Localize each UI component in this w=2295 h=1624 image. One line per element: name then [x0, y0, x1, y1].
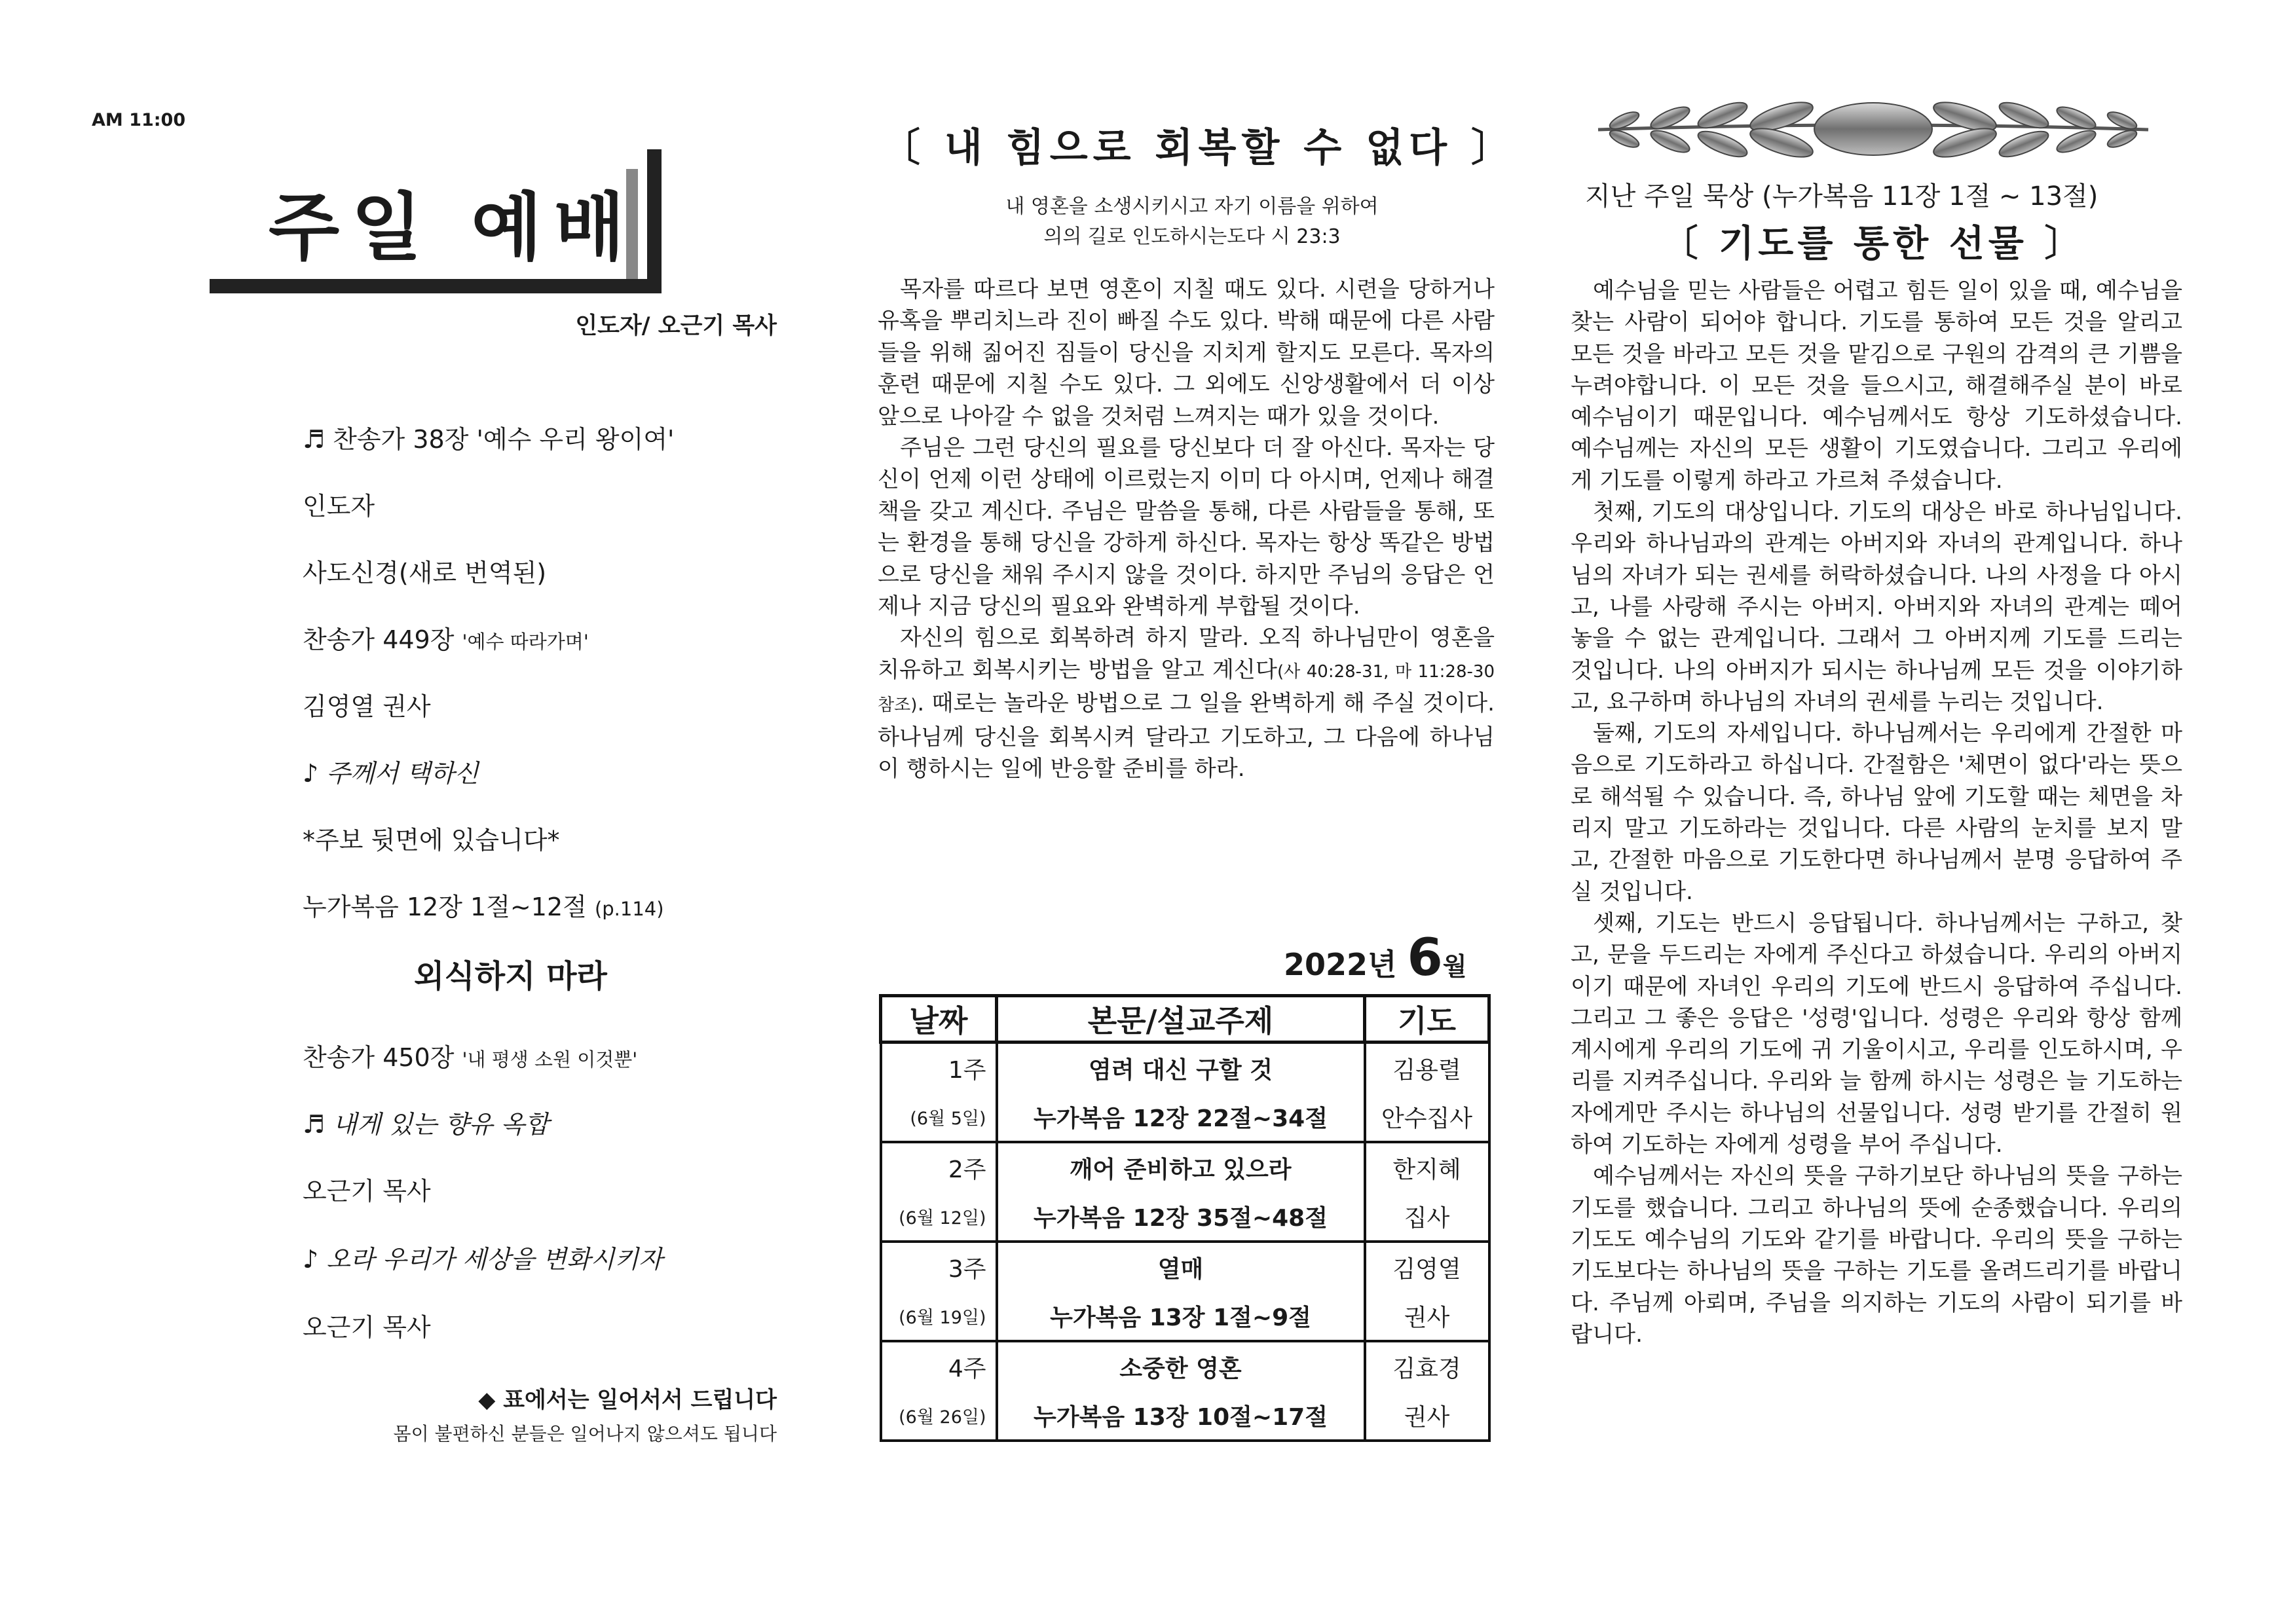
meditation-paragraph: 예수님께서는 자신의 뜻을 구하기보단 하나님의 뜻을 구하는 기도를 했습니다. 그리고 하나님의 뜻에 순종했습니다. 우리의 기도도 예수님의 기도와 같기를 바랍니다. 우리의 뜻을 구하는 기도보다는 하나님의 뜻을 구하는 기도를 올려드리기를 바랍니다. 주님께 아뢰며, 주님을 의지하는 기도의 사람이 되기를 바랍니다. — [1571, 1163, 2182, 1348]
order-value-wrap — [303, 1037, 637, 1073]
devotion-paragraph: 목자를 따르다 보면 영혼이 지칠 때도 있다. 시련을 당하거나 유혹을 뿌리치느라 진이 빠질 수도 있다. 박해 때문에 다른 사람들을 위해 짊어진 짐들이 당신을 지치게 할지도 모른다. 목자의 훈련 때문에 지칠 수도 있다. 그 외에도 신앙생활에서 더 이상 앞으로 나아갈 수 없을 것처럼 느껴지는 때가 있을 것이다. — [878, 276, 1495, 430]
order-value: ♬ 내게 있는 향유 옥합 — [303, 1110, 550, 1139]
order-item-news — [0, 820, 917, 859]
devotion-paragraph: 주님은 그런 당신의 필요를 당신보다 더 잘 아신다. 목자는 당신이 언제 이런 상태에 이르렀는지 이미 다 아시며, 언제나 해결책을 갖고 계신다. 주님은 말씀을 통해, 다른 사람들을 통해, 또는 환경을 통해 당신을 강하게 하신다. 목자는 항상 똑같은 방법으로 당신을 채워 주시지 않을 것이다. 하지만 주님의 응답은 언제나 지금 당신의 필요와 완벽하게 부합될 것이다. — [878, 435, 1495, 620]
table-row — [881, 1391, 1489, 1441]
schedule-month: 6 — [1407, 929, 1443, 987]
order-value: ♬ 찬송가 38장 '예수 우리 왕이여' — [303, 425, 675, 454]
theme-cell: 깨어 준비하고 있으라 — [997, 1142, 1365, 1192]
order-value: 오근기 목사 — [303, 1177, 431, 1206]
order-value: 오근기 목사 — [303, 1313, 431, 1342]
order-value: 찬송가 450장 — [303, 1043, 455, 1072]
meditation-title: 〔 기도를 통한 선물 〕 — [1661, 223, 2085, 265]
table-row — [881, 1291, 1489, 1341]
passage-cell: 누가복음 12장 22절~34절 — [997, 1092, 1365, 1142]
theme-cell: 염려 대신 구할 것 — [997, 1043, 1365, 1093]
prayer-role-cell: 안수집사 — [1365, 1092, 1489, 1142]
sermon-title: 외식하지 마라 — [414, 958, 607, 995]
order-item-prayer — [0, 686, 917, 726]
schedule-month-unit: 월 — [1442, 952, 1467, 981]
order-value-note: (p.114) — [594, 898, 664, 920]
title-shadow-outer — [647, 149, 662, 293]
order-item-benediction — [0, 1307, 917, 1346]
order-value: 사도신경(새로 번역된) — [303, 559, 547, 587]
standing-note: ◆ 표에서는 일어서서 드립니다 — [478, 1387, 777, 1413]
week-cell: 1주 — [881, 1043, 997, 1093]
prayer-name-cell: 김영열 — [1365, 1242, 1489, 1291]
table-header-theme: 본문/설교주제 — [997, 996, 1365, 1043]
meditation-subtitle: 지난 주일 묵상 (누가복음 11장 1절 ~ 13절) — [1585, 181, 2099, 212]
prayer-name-cell: 김효경 — [1365, 1341, 1489, 1391]
order-value-note: '내 평생 소원 이것뿐' — [462, 1048, 638, 1071]
meditation-paragraph: 예수님을 믿는 사람들은 어렵고 힘든 일이 있을 때, 예수님을 찾는 사람이 되어야 합니다. 기도를 통하여 모든 것을 알리고 모든 것을 바라고 모든 것을 맡김으로 구원의 감격의 큰 기쁨을 누려야합니다. 이 모든 것을 들으시고, 해결해주실 분이 바로 예수님이기 때문입니다. 예수님께서도 항상 기도하셨습니다. 예수님께는 자신의 모든 생활이 기도였습니다. 그리고 우리에게 기도를 이렇게 하라고 가르쳐 주셨습니다. — [1571, 278, 2182, 494]
standing-subnote: 몸이 불편하신 분들은 일어나지 않으셔도 됩니다 — [393, 1423, 777, 1445]
order-item-welcome-prayer — [0, 486, 917, 525]
table-row — [881, 1341, 1489, 1391]
order-item-offering-prayer — [0, 1171, 917, 1210]
table-row — [881, 1092, 1489, 1142]
order-item-hymn-2 — [0, 1037, 917, 1077]
meditation-paragraph: 둘째, 기도의 자세입니다. 하나님께서는 우리에게 간절한 마음으로 기도하라고 하십니다. 간절함은 '체면이 없다'라는 뜻으로 해석될 수 있습니다. 즉, 하나님 앞에 기도할 때는 체면을 차리지 말고 기도하라는 것입니다. 다른 사람의 눈치를 보지 말고, 간절한 마음으로 기도한다면 하나님께서 분명 응답하여 주실 것입니다. — [1571, 720, 2182, 905]
table-header-date: 날짜 — [881, 996, 997, 1043]
devotion-paragraph-text: . 때로는 놀라운 방법으로 그 일을 완벽하게 해 주실 것이다. 하나님께 당신을 회복시켜 달라고 기도하고, 그 다음에 하나님이 행하시는 일에 반응할 준비를 하라. — [878, 690, 1495, 783]
theme-cell: 열매 — [997, 1242, 1365, 1291]
meditation-body — [1571, 275, 2182, 1350]
service-time: AM 11:00 — [92, 110, 186, 130]
order-item-scripture — [0, 887, 917, 926]
devotion-paragraph-text: 자신의 힘으로 회복하려 하지 말라. 오직 하나님만이 영혼을 치유하고 회복시키는 방법을 알고 계신다 — [878, 625, 1495, 683]
order-item-hymn-1 — [0, 619, 917, 659]
order-value: 인도자 — [303, 492, 375, 521]
theme-cell: 소중한 영혼 — [997, 1341, 1365, 1391]
devotion-body — [878, 274, 1495, 785]
order-item-offering — [0, 1104, 917, 1143]
verse-line-2 — [930, 220, 1454, 249]
sermon-schedule-table — [879, 994, 1491, 1442]
devotion-reference: (사 40:28-31, 마 11:28-30 참조) — [878, 661, 1495, 716]
passage-cell: 누가복음 12장 35절~48절 — [997, 1192, 1365, 1242]
prayer-name-cell: 김용렬 — [1365, 1043, 1489, 1093]
devotion-paragraph — [878, 622, 1495, 784]
prayer-role-cell: 집사 — [1365, 1192, 1489, 1242]
week-cell: 2주 — [881, 1142, 997, 1192]
date-cell: (6월 12일) — [881, 1192, 997, 1242]
order-item-creed — [0, 553, 917, 592]
date-cell: (6월 5일) — [881, 1092, 997, 1142]
order-value: ♪ 오라 우리가 세상을 변화시키자 — [303, 1245, 663, 1274]
week-cell: 3주 — [881, 1242, 997, 1291]
meditation-paragraph: 셋째, 기도는 반드시 응답됩니다. 하나님께서는 구하고, 찾고, 문을 두드리는 자에게 주신다고 하셨습니다. 우리의 아버지이기 때문에 자녀인 우리의 기도에 반드시 응답하여 주십니다. 그리고 그 좋은 응답은 '성령'입니다. 성령은 우리와 항상 함께 계시에게 우리의 기도에 귀 기울이시고, 우리를 인도하시며, 우리를 지켜주십니다. 우리와 늘 함께 하시는 성령은 늘 기도하는 자에게만 주시는 하나님의 선물입니다. 성령 받기를 간절히 원하여 기도하는 자에게 성령을 부어 주십니다. — [1571, 910, 2182, 1158]
table-row — [881, 1192, 1489, 1242]
prayer-role-cell: 권사 — [1365, 1391, 1489, 1441]
table-header-prayer: 기도 — [1365, 996, 1489, 1043]
passage-cell: 누가복음 13장 1절~9절 — [997, 1291, 1365, 1341]
schedule-year: 2022년 — [1284, 947, 1397, 982]
prayer-role-cell: 권사 — [1365, 1291, 1489, 1341]
order-item-praise — [0, 419, 917, 458]
service-title: 주일 예배 — [269, 185, 637, 270]
order-value: ♪ 주께서 택하신 — [303, 759, 479, 788]
order-item-fellowship — [0, 753, 917, 792]
meditation-paragraph: 첫째, 기도의 대상입니다. 기도의 대상은 바로 하나님입니다. 우리와 하나님과의 관계는 아버지와 자녀의 관계입니다. 하나님의 자녀가 되는 권세를 허락하셨습니다. 나의 사정을 다 아시고, 나를 사랑해 주시는 아버지. 아버지와 자녀의 관계는 떼어놓을 수 없는 관계입니다. 그래서 그 아버지께 기도를 드리는 것입니다. 나의 아버지가 되시는 하나님께 모든 것을 이야기하고, 요구하며 하나님의 자녀의 권세를 누리는 것입니다. — [1571, 499, 2182, 715]
prayer-name-cell: 한지혜 — [1365, 1142, 1489, 1192]
date-cell: (6월 26일) — [881, 1391, 997, 1441]
title-underline-bar — [210, 279, 662, 293]
order-value-wrap — [303, 887, 664, 923]
verse-line-2-text: 의의 길로 인도하시는도다 — [1043, 225, 1265, 248]
order-value: 찬송가 449장 — [303, 625, 455, 654]
order-value: 누가복음 12장 1절~12절 — [303, 893, 587, 921]
verse-line-1: 내 영혼을 소생시키시고 자기 이름을 위하여 — [1005, 195, 1379, 218]
week-cell: 4주 — [881, 1341, 997, 1391]
passage-cell: 누가복음 13장 10절~17절 — [997, 1391, 1365, 1441]
order-value: 김영열 권사 — [303, 692, 431, 721]
table-row — [881, 1043, 1489, 1093]
order-item-sermon — [0, 956, 917, 995]
service-title-box — [210, 149, 668, 303]
verse-reference: 시 23:3 — [1271, 225, 1341, 248]
table-row — [881, 1242, 1489, 1291]
devotion-title: 〔 내 힘으로 회복할 수 없다 〕 — [881, 125, 1516, 171]
table-row — [881, 1142, 1489, 1192]
table-header-row — [881, 996, 1489, 1043]
order-value-note: '예수 따라가며' — [462, 631, 589, 653]
order-value: *주보 뒷면에 있습니다* — [303, 826, 560, 855]
leaf-ornament-icon — [1585, 92, 2161, 167]
order-value-wrap — [303, 619, 589, 655]
order-item-sending — [0, 1239, 917, 1278]
schedule-date-heading — [1284, 929, 1466, 987]
service-leader: 인도자/ 오근기 목사 — [575, 313, 777, 339]
date-cell: (6월 19일) — [881, 1291, 997, 1341]
